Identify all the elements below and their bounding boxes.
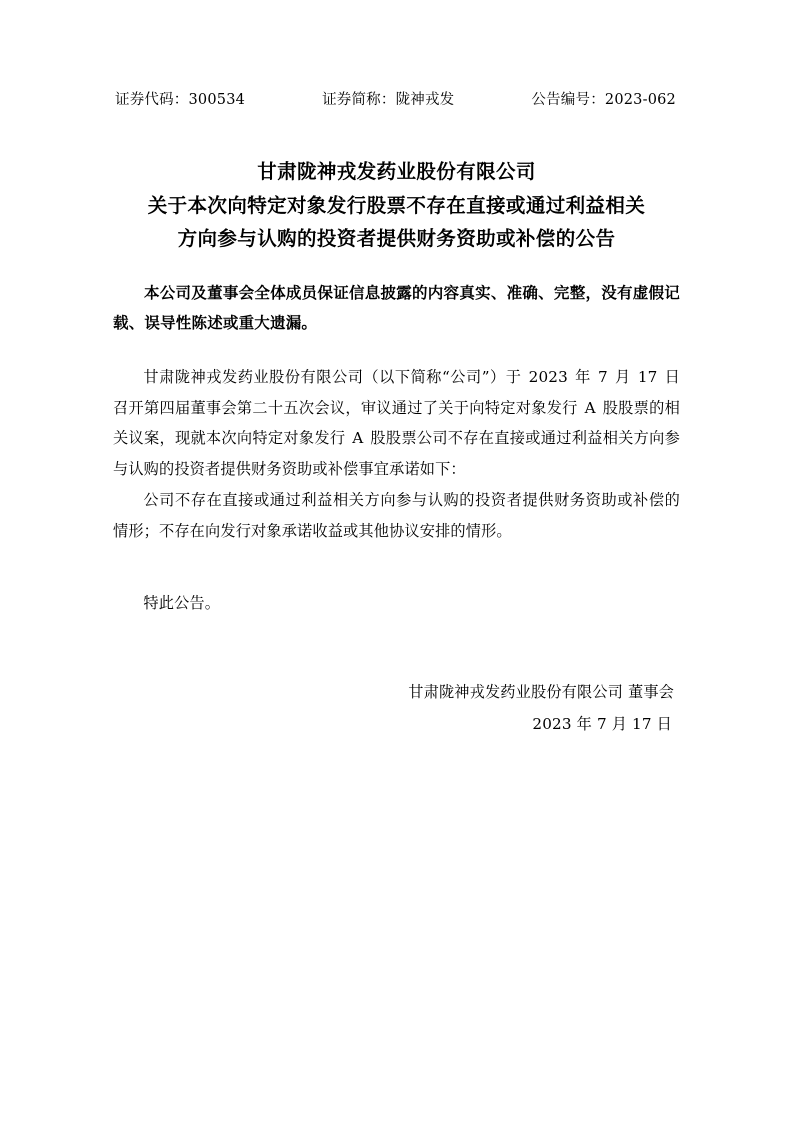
disclosure-statement: 本公司及董事会全体成员保证信息披露的内容真实、准确、完整，没有虚假记载、误导性陈述或重大遗漏。 [113,282,680,332]
signature-company: 甘肃陇神戎发药业股份有限公司 董事会 [408,682,674,701]
title-line-1: 甘肃陇神戎发药业股份有限公司 [257,160,536,183]
title-line-3: 方向参与认购的投资者提供财务资助或补偿的公告 [177,227,616,251]
announcement-number: 公告编号：2023-062 [531,92,676,108]
page-title [113,155,680,256]
title-line-2: 关于本次向特定对象发行股票不存在直接或通过利益相关 [147,193,646,217]
paragraph-spacer [113,546,680,568]
security-code: 证券代码：300534 [115,92,246,108]
security-name: 证券简称：陇神戎发 [322,92,455,108]
body-paragraph-2: 公司不存在直接或通过利益相关方向参与认购的投资者提供财务资助或补偿的情形；不存在向发行对象承诺收益或其他协议安排的情形。 [113,490,680,540]
body-paragraph-1: 甘肃陇神戎发药业股份有限公司（以下简称“公司”）于 2023 年 7 月 17 日召开第四届董事会第二十五次会议，审议通过了关于向特定对象发行 A 股股票的相关议案，现就本次向特定对象发行 A 股股票公司不存在直接或通过利益相关方向参与认购的投资者提供财务资助或补偿事宜承诺如下： [113,368,680,479]
signature-block [113,677,680,741]
body-paragraph-3: 特此公告。 [143,594,221,613]
document-header [113,88,680,109]
signature-date: 2023 年 7 月 17 日 [532,714,672,733]
